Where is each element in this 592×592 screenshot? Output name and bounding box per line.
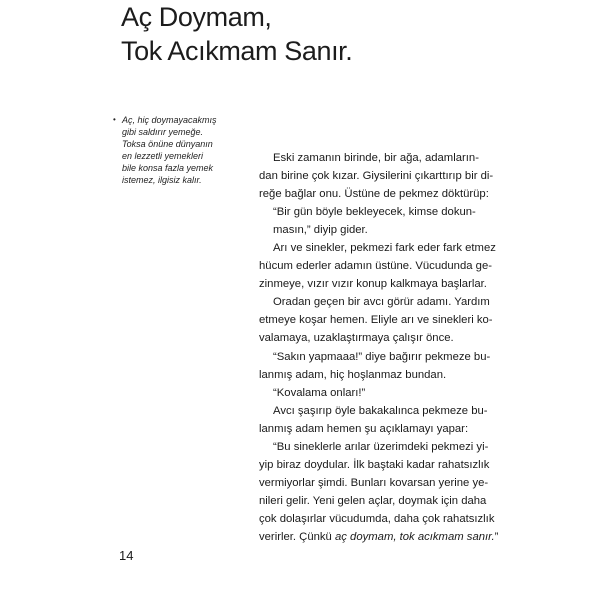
body-line: vermiyorlar şimdi. Bunları kovarsan yerine ye- [259, 476, 489, 489]
body-line: lanmış adam hemen şu açıklamayı yapar: [259, 422, 469, 435]
body-line: hücum ederler adamın üstüne. Vücudunda ge- [259, 260, 492, 273]
body-line: Eski zamanın birinde, bir ağa, adamların- [273, 152, 479, 164]
body-line: çok dolaşırlar vücudumda, daha çok rahatsızlık [259, 512, 495, 525]
note-line: istemez, ilgisiz kalır. [122, 175, 202, 185]
body-text-run: verirler. Çünkü [259, 530, 335, 543]
proverb-italic: aç doymam, tok acıkmam sanır. [334, 530, 495, 543]
note-line: gibi saldırır yemeğe. [122, 127, 204, 137]
body-line: Avcı şaşırıp öyle bakakalınca pekmeze bu- [273, 404, 488, 417]
bullet-icon: • [113, 115, 116, 124]
closing-quote: ” [494, 530, 499, 543]
body-line: zinmeye, vızır vızır konup kalkmaya başlarlar. [259, 278, 487, 291]
body-line: “Bu sineklerle arılar üzerimdeki pekmezi yi- [273, 440, 489, 453]
body-line: reğe bağlar onu. Üstüne de pekmez döktürüp: [259, 188, 489, 201]
body-line: valamaya, uzaklaştırmaya çalışır önce. [259, 332, 454, 345]
body-line-final [259, 528, 505, 546]
note-line: Aç, hiç doymayacakmış [122, 115, 217, 125]
page-title [121, 0, 352, 68]
body-line: lanmış adam, hiç hoşlanmaz bundan. [259, 368, 447, 381]
body-line: Arı ve sinekler, pekmezi fark eder fark etmez [273, 242, 496, 255]
body-line: etmeye koşar hemen. Eliyle arı ve sinekleri ko- [259, 314, 493, 327]
title-line: Aç Doymam, [121, 2, 272, 32]
note-line: bile konsa fazla yemek [122, 163, 214, 173]
story-body [259, 149, 505, 546]
body-line: nileri gelir. Yeni gelen açlar, doymak için daha [259, 494, 487, 507]
body-line: yip biraz doydular. İlk baştaki kadar rahatsızlık [259, 458, 490, 471]
body-line: masın,” diyip gider. [273, 224, 368, 237]
body-line: “Sakın yapmaaa!” diye bağırır pekmeze bu- [273, 350, 491, 363]
body-line: “Kovalama onları!” [273, 386, 366, 399]
note-line: Toksa önüne dünyanın [122, 139, 213, 149]
body-line: dan birine çok kızar. Giysilerini çıkarttırıp bir di- [259, 170, 494, 183]
title-line: Tok Acıkmam Sanır. [121, 36, 353, 66]
body-line: Oradan geçen bir avcı görür adamı. Yardım [273, 296, 490, 309]
proverb-explanation-note [113, 114, 231, 186]
page-number: 14 [119, 548, 134, 563]
body-line: “Bir gün böyle bekleyecek, kimse dokun- [273, 206, 476, 219]
note-line: en lezzetli yemekleri [122, 151, 204, 161]
